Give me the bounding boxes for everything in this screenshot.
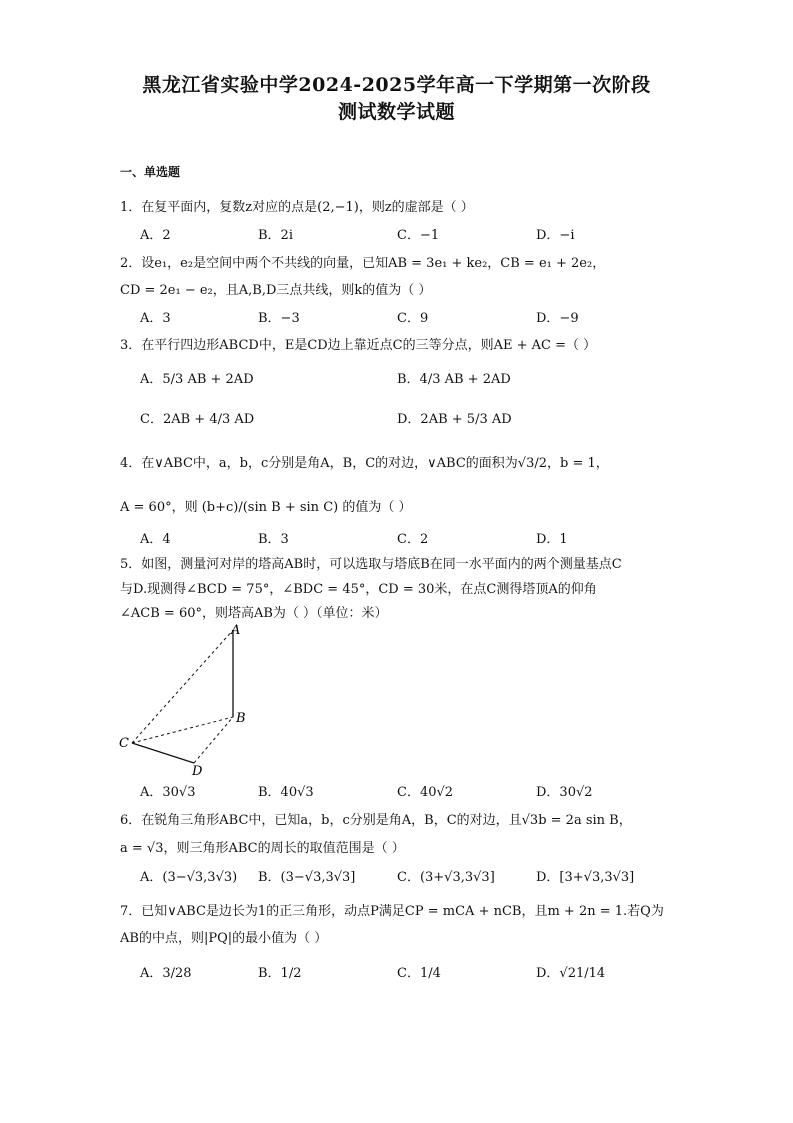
q7-option-d: D．√21/14	[536, 966, 606, 981]
segment-cb	[132, 717, 233, 743]
q2-option-c: C．9	[397, 311, 429, 326]
q1-option-b: B．2i	[258, 228, 293, 243]
question-6-text-line1: 6．在锐角三角形ABC中，已知a，b，c分别是角A，B，C的对边，且√3b = 2a sin B，	[120, 813, 632, 828]
exam-title-line2: 测试数学试题	[337, 101, 455, 123]
q1-option-d: D．−i	[536, 228, 575, 243]
q7-option-b: B．1/2	[258, 966, 302, 981]
question-7-text-line1: 7．已知∨ABC是边长为1的正三角形，动点P满足CP = mCA + nCB，且m + 2n = 1.若Q为	[120, 904, 664, 919]
question-5-text-line3: ∠ACB = 60°，则塔高AB为（ ）（单位：米）	[120, 606, 388, 621]
label-a: A	[231, 623, 241, 638]
q2-option-b: B．−3	[258, 311, 300, 326]
question-5-text-line2: 与D.现测得∠BCD = 75°，∠BDC = 45°，CD = 30米，在点C测得塔顶A的仰角	[120, 582, 597, 597]
segment-db	[194, 717, 233, 763]
q6-option-d: D．[3+√3,3√3]	[536, 870, 635, 885]
question-6-text-line2: a = √3，则三角形ABC的周长的取值范围是（ ）	[120, 841, 405, 856]
q4-option-d: D．1	[536, 532, 568, 547]
q4-option-b: B．3	[258, 532, 289, 547]
label-b: B	[236, 711, 246, 726]
section-heading: 一、单选题	[120, 165, 181, 179]
q6-option-a: A．(3−√3,3√3)	[140, 870, 238, 885]
q7-option-c: C．1/4	[397, 966, 441, 981]
question-1-text: 1．在复平面内，复数z对应的点是(2,−1)，则z的虚部是（ ）	[120, 200, 474, 215]
q1-option-a: A．2	[140, 228, 171, 243]
q1-option-c: C．−1	[397, 228, 440, 243]
tower-figure	[110, 620, 270, 780]
label-d: D	[192, 764, 203, 779]
q3-option-b: B．4/3 AB + 2AD	[397, 372, 511, 387]
question-2-text-line1: 2．设e₁，e₂是空间中两个不共线的向量，已知AB = 3e₁ + ke₂，CB = e₁ + 2e₂，	[120, 256, 606, 271]
q7-option-a: A．3/28	[140, 966, 192, 981]
question-4-text-line2: A = 60°，则 (b+c)/(sin B + sin C) 的值为（ ）	[120, 500, 412, 515]
q5-option-c: C．40√2	[397, 785, 454, 800]
q3-option-c: C．2AB + 4/3 AD	[140, 412, 255, 427]
q6-option-c: C．(3+√3,3√3]	[397, 870, 495, 885]
question-4-text-line1: 4．在∨ABC中，a，b，c分别是角A，B，C的对边，∨ABC的面积为√3/2，b = 1，	[120, 456, 609, 471]
q5-option-b: B．40√3	[258, 785, 314, 800]
question-2-text-line2: CD = 2e₁ − e₂，且A,B,D三点共线，则k的值为（ ）	[120, 283, 432, 298]
segment-cd	[132, 743, 194, 763]
question-5-text-line1: 5．如图，测量河对岸的塔高AB时，可以选取与塔底B在同一水平面内的两个测量基点C	[120, 557, 622, 572]
question-7-text-line2: AB的中点，则|PQ|的最小值为（ ）	[120, 931, 328, 946]
q2-option-d: D．−9	[536, 311, 579, 326]
q5-option-d: D．30√2	[536, 785, 593, 800]
q5-option-a: A．30√3	[140, 785, 196, 800]
q2-option-a: A．3	[140, 311, 171, 326]
q6-option-b: B．(3−√3,3√3]	[258, 870, 356, 885]
segment-ca	[132, 630, 233, 743]
q3-option-a: A．5/3 AB + 2AD	[140, 372, 254, 387]
question-3-text: 3．在平行四边形ABCD中，E是CD边上靠近点C的三等分点，则AE + AC =（ ）	[120, 338, 597, 353]
q3-option-d: D．2AB + 5/3 AD	[397, 412, 512, 427]
label-c: C	[119, 736, 129, 751]
q4-option-a: A．4	[140, 532, 171, 547]
q4-option-c: C．2	[397, 532, 429, 547]
exam-title-line1: 黑龙江省实验中学2024-2025学年高一下学期第一次阶段	[142, 74, 651, 96]
